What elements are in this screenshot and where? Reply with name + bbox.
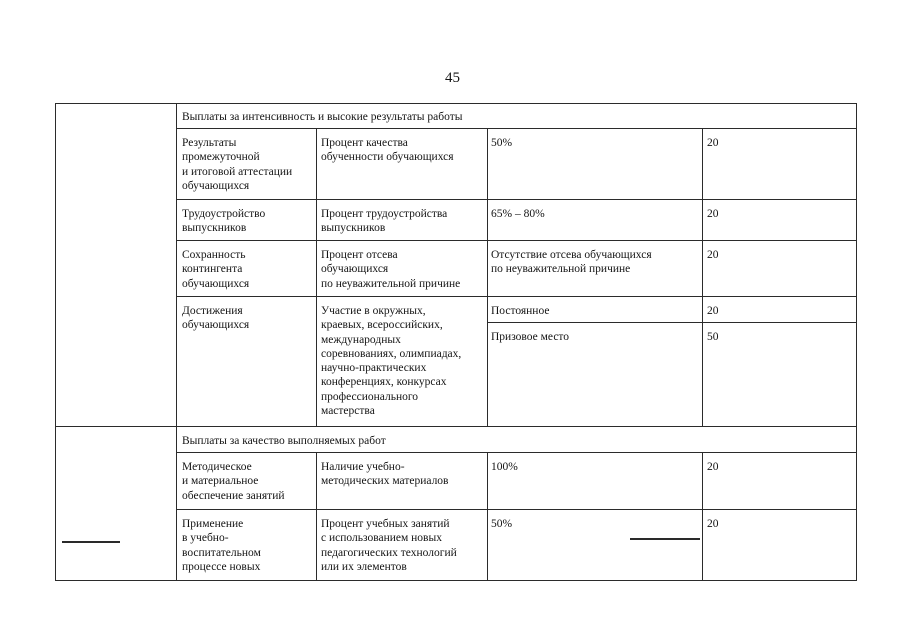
indicator-cell: Процент трудоустройства выпускников xyxy=(321,208,448,235)
column-4-right-border xyxy=(702,128,703,427)
column-1-right-border xyxy=(176,103,177,581)
scan-mark xyxy=(630,538,700,540)
points-cell: 20 xyxy=(707,208,719,220)
column-2-right-border xyxy=(316,452,317,581)
condition-cell: 100% xyxy=(491,461,518,473)
section-2-header-bottom-border xyxy=(176,452,857,453)
indicator-cell: Процент качества обученности обучающихся xyxy=(321,137,454,164)
condition-cell: 65% – 80% xyxy=(491,208,545,220)
indicator-cell: Наличие учебно- методических материалов xyxy=(321,461,449,488)
row-1-bottom-border xyxy=(176,199,857,200)
condition-cell: Постоянное xyxy=(491,305,550,317)
points-cell: 20 xyxy=(707,461,719,473)
column-3-right-border xyxy=(487,452,488,581)
criterion-cell: Методическое и материальное обеспечение занятий xyxy=(182,461,285,502)
points-cell: 20 xyxy=(707,305,719,317)
column-2-right-border xyxy=(316,128,317,427)
row-3-bottom-border xyxy=(176,296,857,297)
points-cell: 20 xyxy=(707,518,719,530)
column-4-right-border xyxy=(702,452,703,581)
condition-cell: 50% xyxy=(491,137,513,149)
criterion-cell: Применение в учебно- воспитательном процессе новых xyxy=(182,518,261,573)
table-right-border xyxy=(856,103,857,581)
page-number: 45 xyxy=(445,70,460,86)
indicator-cell: Участие в окружных, краевых, всероссийских, международных соревнованиях, олимпиадах, научно-практических конференциях, конкурсах профессионального мастерства xyxy=(321,305,462,418)
row-4-inner-border xyxy=(487,322,857,323)
indicator-cell: Процент отсева обучающихся по неуважительной причине xyxy=(321,249,461,290)
points-cell: 20 xyxy=(707,137,719,149)
section-title-intensity: Выплаты за интенсивность и высокие результаты работы xyxy=(182,111,463,123)
row-2-bottom-border xyxy=(176,240,857,241)
column-3-right-border xyxy=(487,128,488,427)
criterion-cell: Сохранность контингента обучающихся xyxy=(182,249,250,290)
section-title-quality: Выплаты за качество выполняемых работ xyxy=(182,435,386,447)
criterion-cell: Результаты промежуточной и итоговой аттестации обучающихся xyxy=(182,137,293,192)
scan-mark xyxy=(62,541,120,543)
criterion-cell: Достижения обучающихся xyxy=(182,305,250,332)
points-cell: 20 xyxy=(707,249,719,261)
condition-cell: Призовое место xyxy=(491,331,570,343)
row-5-bottom-border xyxy=(176,509,857,510)
points-cell: 50 xyxy=(707,331,719,343)
condition-cell: Отсутствие отсева обучающихся по неуважительной причине xyxy=(491,249,652,276)
section-1-header-bottom-border xyxy=(176,128,857,129)
condition-cell: 50% xyxy=(491,518,513,530)
table-left-border xyxy=(55,103,56,581)
indicator-cell: Процент учебных занятий с использованием новых педагогических технологий или их элементов xyxy=(321,518,457,573)
criterion-cell: Трудоустройство выпускников xyxy=(182,208,266,235)
